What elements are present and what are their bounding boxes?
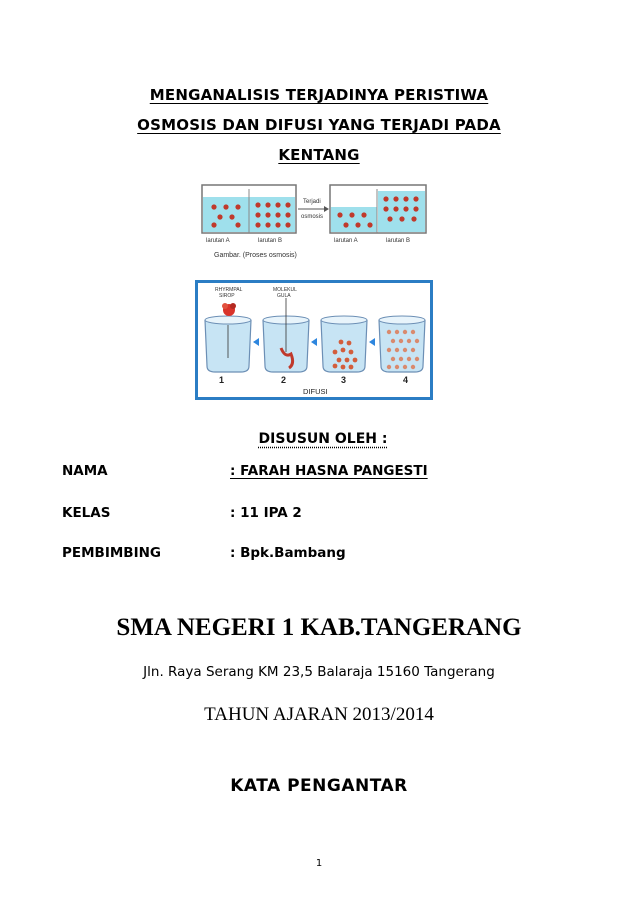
- osmosis-figure: [200, 183, 430, 263]
- difusi-step-4: 4: [403, 375, 409, 385]
- difusi-figure: [195, 280, 433, 400]
- info-label-pembimbing: PEMBIMBING: [62, 545, 161, 561]
- disusun-heading-wrap: [0, 428, 638, 447]
- page-number: 1: [315, 858, 323, 869]
- difusi-beaker-3: [321, 316, 367, 372]
- osmosis-arrow-head: [324, 206, 329, 212]
- difusi-step-1: 1: [219, 375, 225, 385]
- difusi-beaker-4: [379, 316, 425, 372]
- difusi-step-3: 3: [341, 375, 347, 385]
- difusi-step-2: 2: [281, 375, 287, 385]
- difusi-label-sirop-2: SIROP: [219, 293, 235, 299]
- difusi-label-sirop-1: RHYRMPAL: [215, 287, 243, 293]
- osmosis-water-after-a: [331, 207, 377, 232]
- osmosis-arrow-label-1: Terjadi: [303, 199, 321, 205]
- osmosis-label-a1: larutan A: [206, 238, 230, 244]
- info-value-pembimbing: : Bpk.Bambang: [230, 545, 346, 561]
- info-label-kelas: KELAS: [62, 505, 111, 521]
- kata-pengantar-heading: KATA PENGANTAR: [230, 776, 408, 796]
- academic-year: TAHUN AJARAN 2013/2014: [204, 704, 434, 725]
- school-name: SMA NEGERI 1 KAB.TANGERANG: [116, 614, 522, 641]
- osmosis-caption: Gambar. (Proses osmosis): [214, 252, 297, 259]
- osmosis-arrow-label-2: osmosis: [301, 214, 324, 220]
- info-value-nama: : FARAH HASNA PANGESTI: [230, 463, 428, 479]
- difusi-caption: DIFUSI: [303, 387, 328, 396]
- osmosis-label-b2: larutan B: [386, 238, 411, 244]
- osmosis-label-a2: larutan A: [334, 238, 358, 244]
- school-address: Jln. Raya Serang KM 23,5 Balaraja 15160 Tangerang: [143, 664, 495, 680]
- difusi-label-gula-1: MOLEKUL: [273, 287, 297, 293]
- osmosis-label-b1: larutan B: [258, 238, 283, 244]
- title-line-2: OSMOSIS DAN DIFUSI YANG TERJADI PADA: [137, 116, 501, 134]
- info-label-nama: NAMA: [62, 463, 108, 479]
- title-line-3: KENTANG: [278, 146, 360, 164]
- disusun-heading: DISUSUN OLEH :: [258, 431, 388, 447]
- info-value-kelas: : 11 IPA 2: [230, 505, 302, 521]
- title-line-1: MENGANALISIS TERJADINYA PERISTIWA: [149, 86, 489, 104]
- difusi-label-gula-2: GULA: [277, 293, 291, 299]
